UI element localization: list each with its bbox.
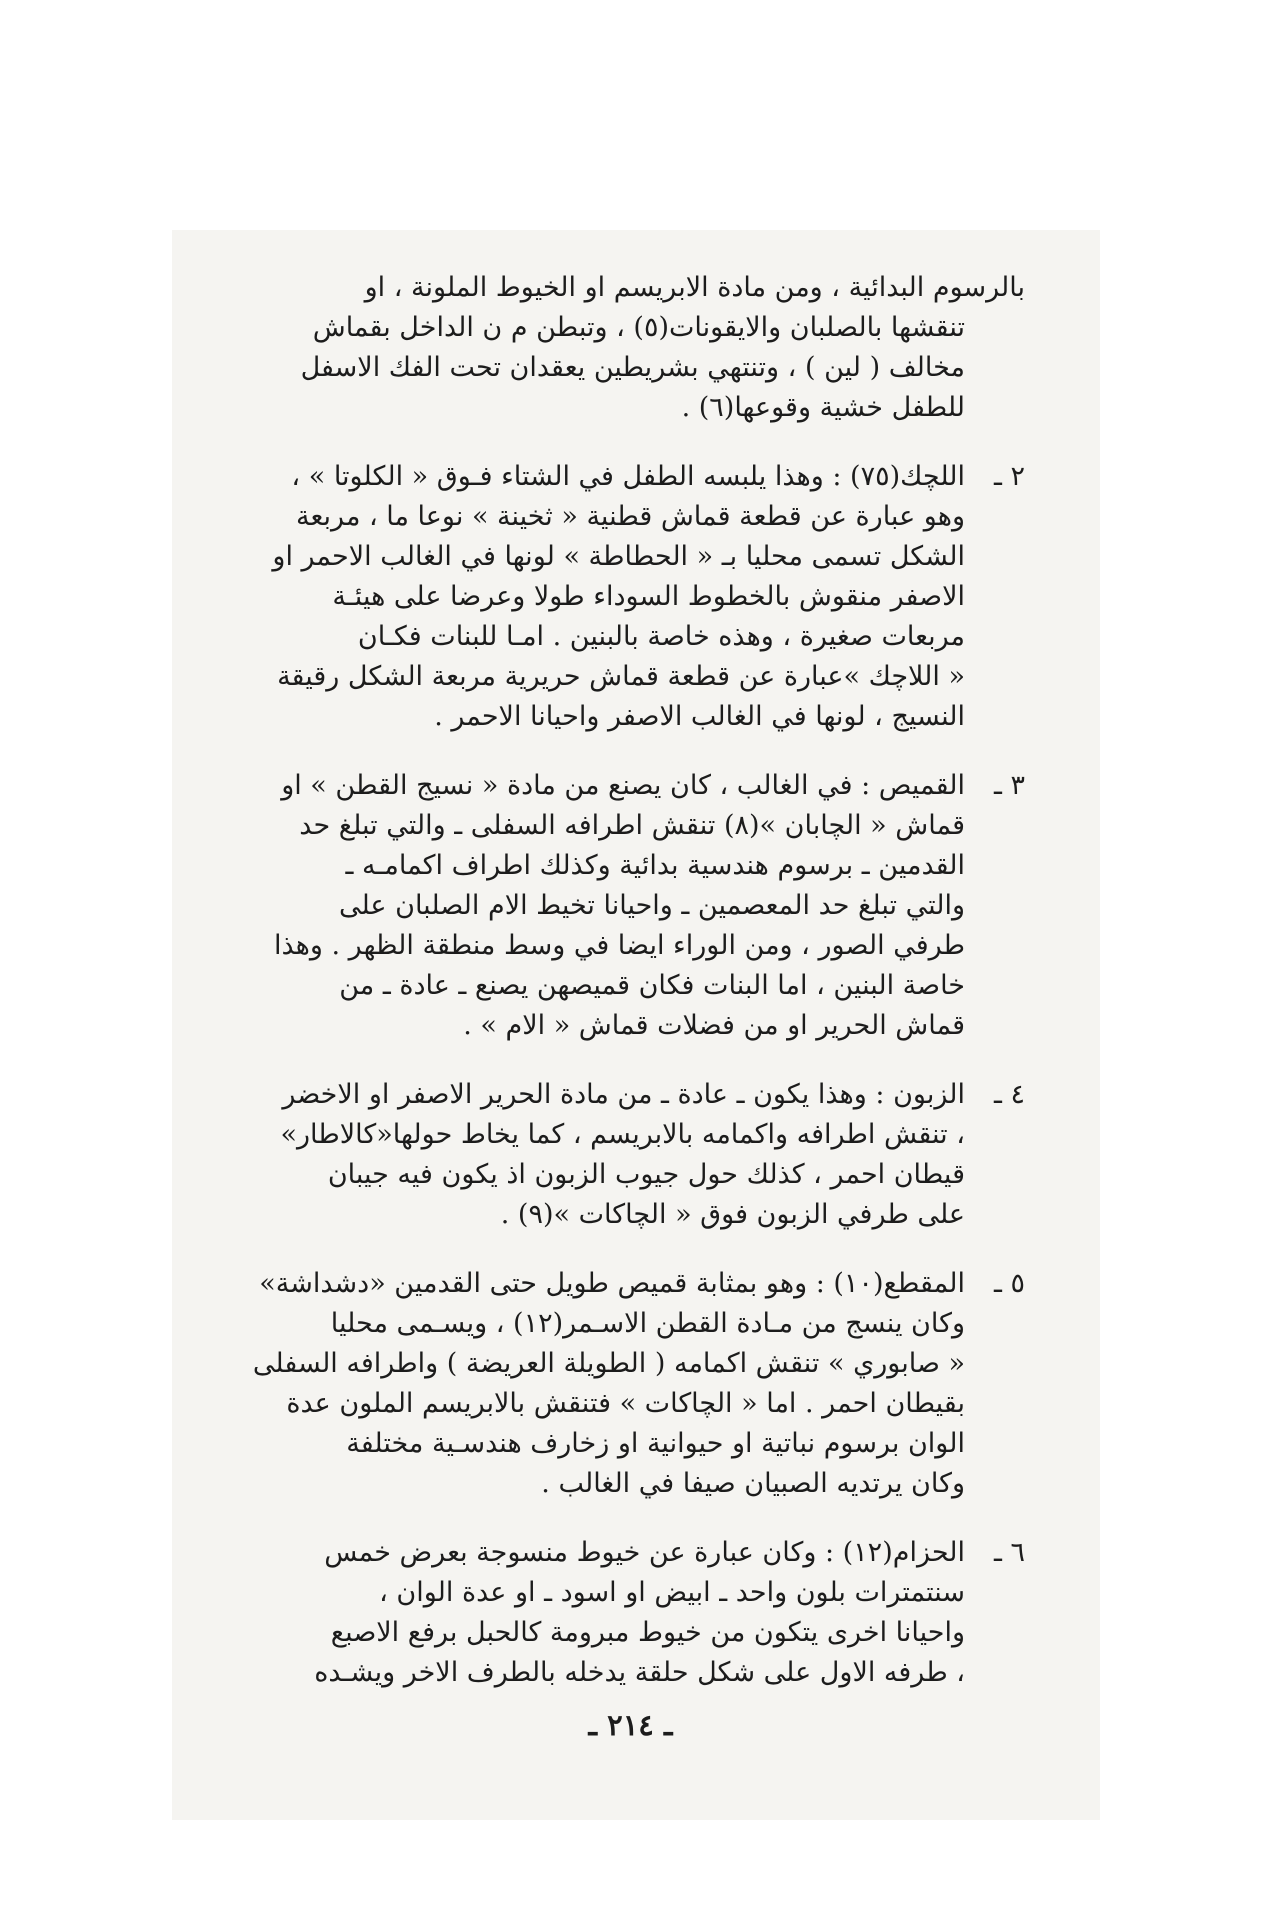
text-line: اللچك(٧٥) : وهذا يلبسه الطفل في الشتاء فـوق « الكلوتا » ، [291, 461, 965, 492]
text-line: قماش الحرير او من فضلات قماش « الام » . [463, 1010, 965, 1041]
text-line: للطفل خشية وقوعها(٦) . [681, 392, 965, 423]
intro-paragraph [225, 268, 1025, 428]
text-line: القدمين ـ برسوم هندسية بدائية وكذلك اطراف اكمامـه ـ [345, 850, 965, 881]
text-line: ، تنقش اطرافه واكمامه بالابريسم ، كما يخاط حولها«كالاطار» [280, 1119, 965, 1150]
text-line: « صابوري » تنقش اكمامه ( الطويلة العريضة ) واطرافه السفلى [252, 1348, 965, 1379]
text-line: الوان برسوم نباتية او حيوانية او زخارف هندسـية مختلفة [346, 1428, 965, 1459]
text-line: خاصة البنين ، اما البنات فكان قميصهن يصنع ـ عادة ـ من [339, 970, 965, 1001]
item-number: ٣ ـ [993, 770, 1025, 801]
text-line: الاصفر منقوش بالخطوط السوداء طولا وعرضا على هيئـة [332, 581, 965, 612]
text-line: الحزام(١٢) : وكان عبارة عن خيوط منسوجة بعرض خمس [324, 1537, 965, 1568]
text-line: « اللاچك »عبارة عن قطعة قماش حريرية مربعة الشكل رقيقة [277, 661, 965, 692]
page-number: ـ ٢١٤ ـ [588, 1708, 673, 1742]
text-line: وهو عبارة عن قطعة قماش قطنية « ثخينة » نوعا ما ، مربعة [296, 501, 965, 532]
list-item [225, 1075, 1025, 1235]
text-line: بقيطان احمر . اما « الچاكات » فتنقش بالابريسم الملون عدة [286, 1388, 965, 1419]
list-item [225, 457, 1025, 737]
text-line: الزبون : وهذا يكون ـ عادة ـ من مادة الحرير الاصفر او الاخضر [282, 1079, 965, 1110]
item-number: ٢ ـ [993, 461, 1025, 492]
text-line: ، طرفه الاول على شكل حلقة يدخله بالطرف الاخر ويشـده [314, 1657, 965, 1688]
text-line: النسيج ، لونها في الغالب الاصفر واحيانا الاحمر . [434, 701, 965, 732]
text-line: الشكل تسمى محليا بـ « الحطاطة » لونها في الغالب الاحمر او [272, 541, 965, 572]
text-line: واحيانا اخرى يتكون من خيوط مبرومة كالحبل برفع الاصبع [330, 1617, 965, 1648]
text-line: والتي تبلغ حد المعصمين ـ واحيانا تخيط الام الصلبان على [338, 890, 965, 921]
list-item [225, 1264, 1025, 1504]
text-line: المقطع(١٠) : وهو بمثابة قميص طويل حتى القدمين «دشداشة» [259, 1268, 965, 1299]
text-line: وكان ينسج من مـادة القطن الاسـمر(١٢) ، ويسـمى محليا [330, 1308, 965, 1339]
text-line: مخالف ( لين ) ، وتنتهي بشريطين يعقدان تحت الفك الاسفل [300, 352, 965, 383]
item-number: ٦ ـ [993, 1537, 1025, 1568]
text-line: القميص : في الغالب ، كان يصنع من مادة « نسيج القطن » او [281, 770, 965, 801]
page-body [225, 268, 1025, 1722]
text-line: طرفي الصور ، ومن الوراء ايضا في وسط منطقة الظهر . وهذا [273, 930, 965, 961]
list-item [225, 1533, 1025, 1693]
text-line: قيطان احمر ، كذلك حول جيوب الزبون اذ يكون فيه جيبان [327, 1159, 965, 1190]
list-item [225, 766, 1025, 1046]
text-line: على طرفي الزبون فوق « الچاكات »(٩) . [500, 1199, 965, 1230]
text-line: قماش « الچابان »(٨) تنقش اطرافه السفلى ـ والتي تبلغ حد [299, 810, 965, 841]
text-line: تنقشها بالصلبان والايقونات(٥) ، وتبطن م ن الداخل بقماش [312, 312, 965, 343]
item-number: ٤ ـ [993, 1079, 1025, 1110]
text-line: وكان يرتديه الصبيان صيفا في الغالب . [541, 1468, 965, 1499]
text-line: سنتمترات بلون واحد ـ ابيض او اسود ـ او عدة الوان ، [379, 1577, 965, 1608]
text-line: بالرسوم البدائية ، ومن مادة الابريسم او الخيوط الملونة ، او [364, 272, 1025, 303]
text-line: مربعات صغيرة ، وهذه خاصة بالبنين . امـا للبنات فكـان [357, 621, 965, 652]
item-number: ٥ ـ [993, 1268, 1025, 1299]
